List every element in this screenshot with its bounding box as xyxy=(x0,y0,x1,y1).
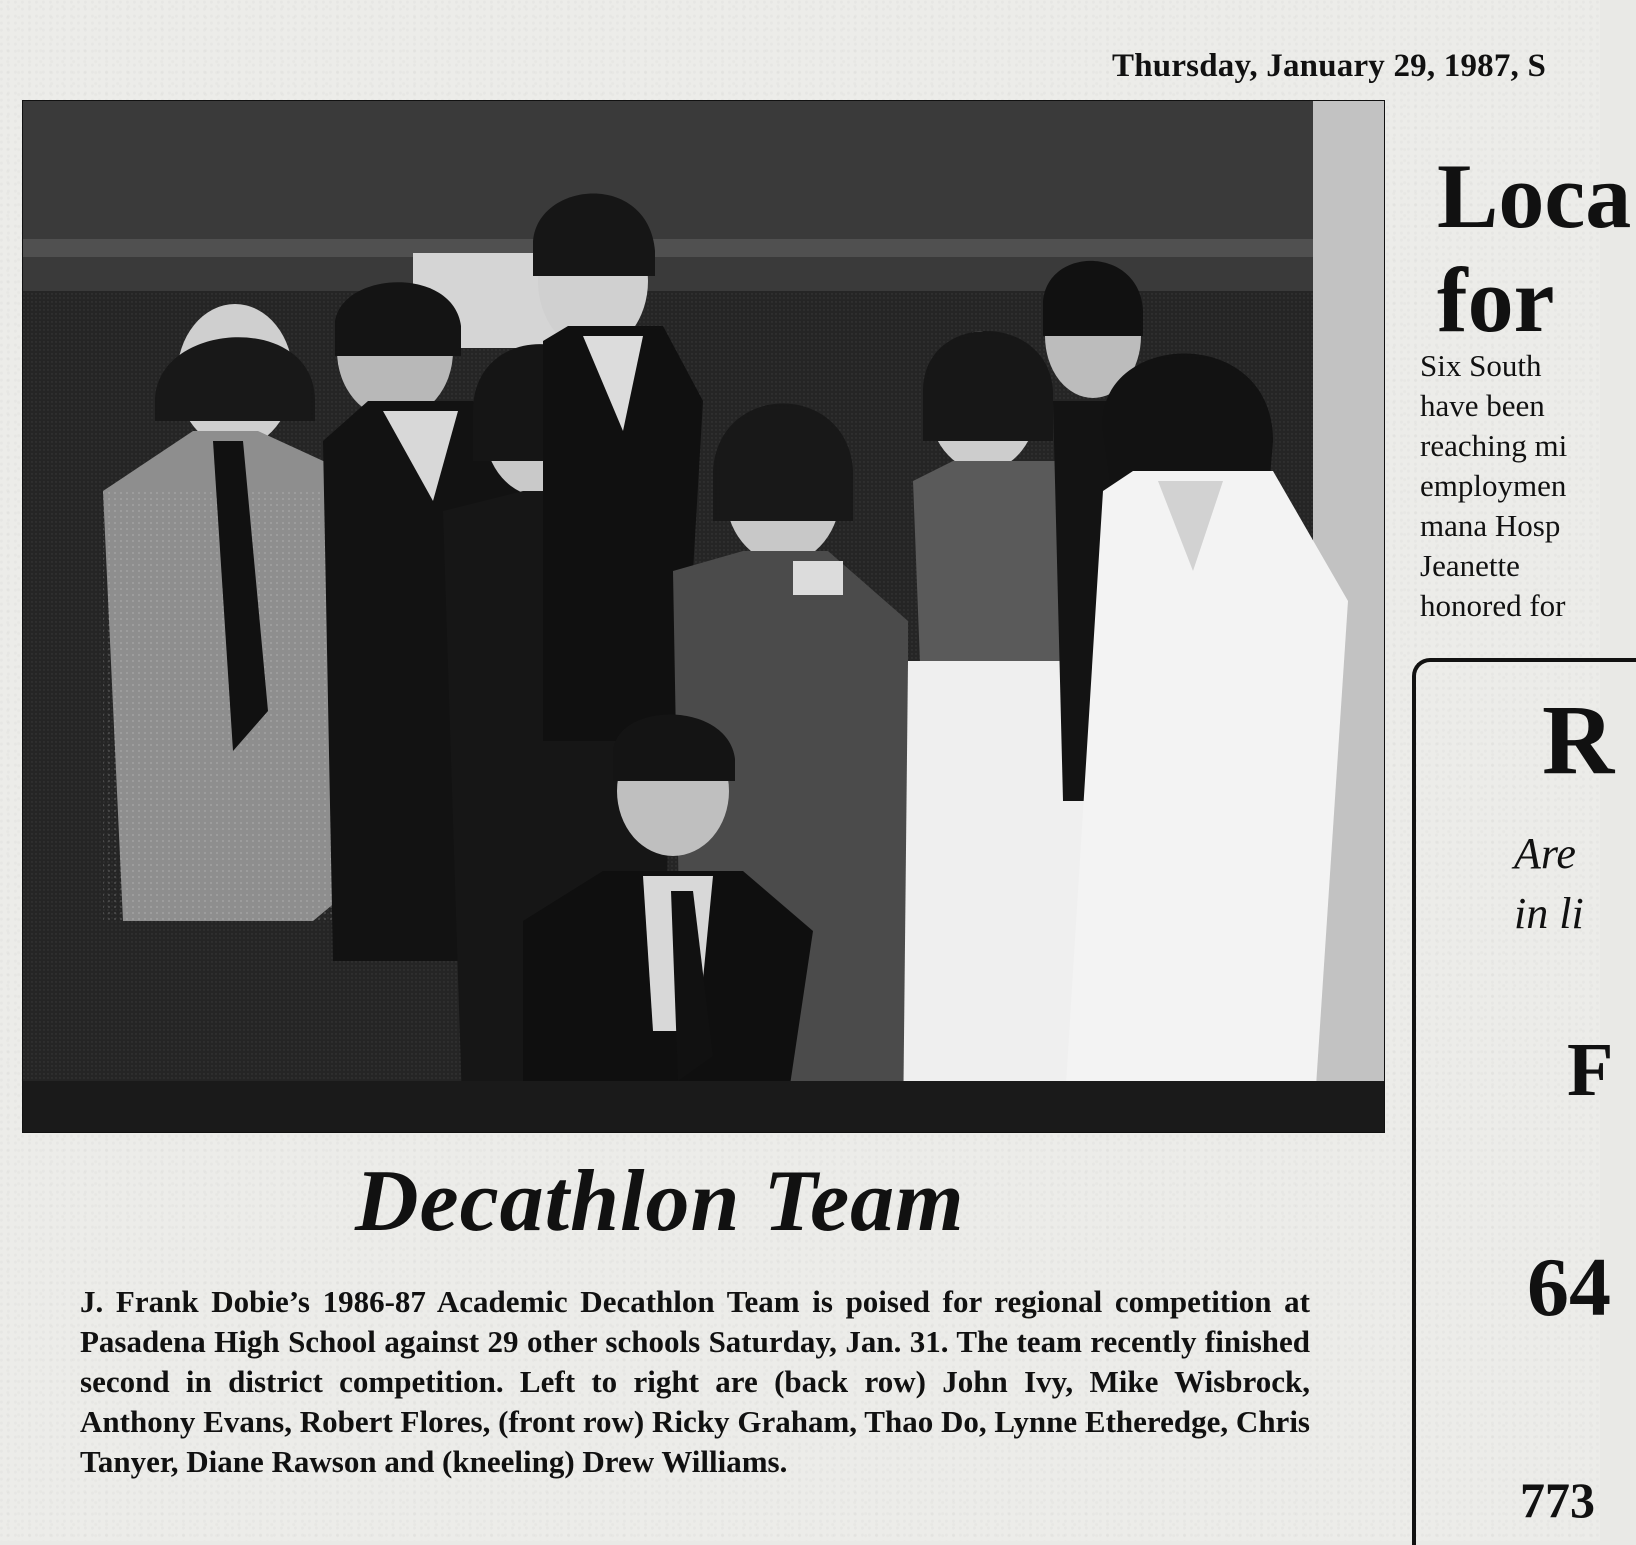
right-headline-line-2: for xyxy=(1437,249,1555,351)
ad-letter-f: F xyxy=(1567,1028,1614,1112)
right-article-line-7: honored for xyxy=(1420,588,1566,623)
ad-number-773: 773 xyxy=(1520,1472,1595,1528)
right-article-line-4: employmen xyxy=(1420,468,1567,503)
team-photo-illustration xyxy=(23,101,1384,1132)
ad-italic-line-1: Are xyxy=(1514,829,1576,878)
ad-italic-line-2: in li xyxy=(1514,889,1584,938)
dateline: Thursday, January 29, 1987, S xyxy=(1112,48,1546,84)
caption-title: Decathlon Team xyxy=(355,1153,965,1250)
right-article-line-1: Six South xyxy=(1420,348,1542,383)
decathlon-team-photo xyxy=(22,100,1385,1133)
right-article-text xyxy=(1420,346,1600,626)
background-ledge xyxy=(23,239,1384,257)
background-cabinetry xyxy=(23,101,1384,291)
caption-body: J. Frank Dobie’s 1986-87 Academic Decathlon Team is poised for regional competition at Pasadena High School against 29 other schools Saturday, Jan. 31. The team recently finished second in district competition. Left to right are (back row) John Ivy, Mike Wisbrock, Anthony Evans, Robert Flores, (front row) Ricky Graham, Thao Do, Lynne Etheredge, Chris Tanyer, Diane Rawson and (kneeling) Drew Williams. xyxy=(80,1284,1310,1479)
right-article-line-3: reaching mi xyxy=(1420,428,1568,463)
ad-number-64: 64 xyxy=(1527,1241,1611,1334)
right-article-line-5: mana Hosp xyxy=(1420,508,1561,543)
photo-floor-shadow xyxy=(23,1081,1384,1132)
right-article-line-6: Jeanette xyxy=(1420,548,1520,583)
ad-large-r: R xyxy=(1542,684,1615,795)
right-headline-line-1: Loca xyxy=(1437,145,1632,247)
right-article-line-2: have been xyxy=(1420,388,1545,423)
